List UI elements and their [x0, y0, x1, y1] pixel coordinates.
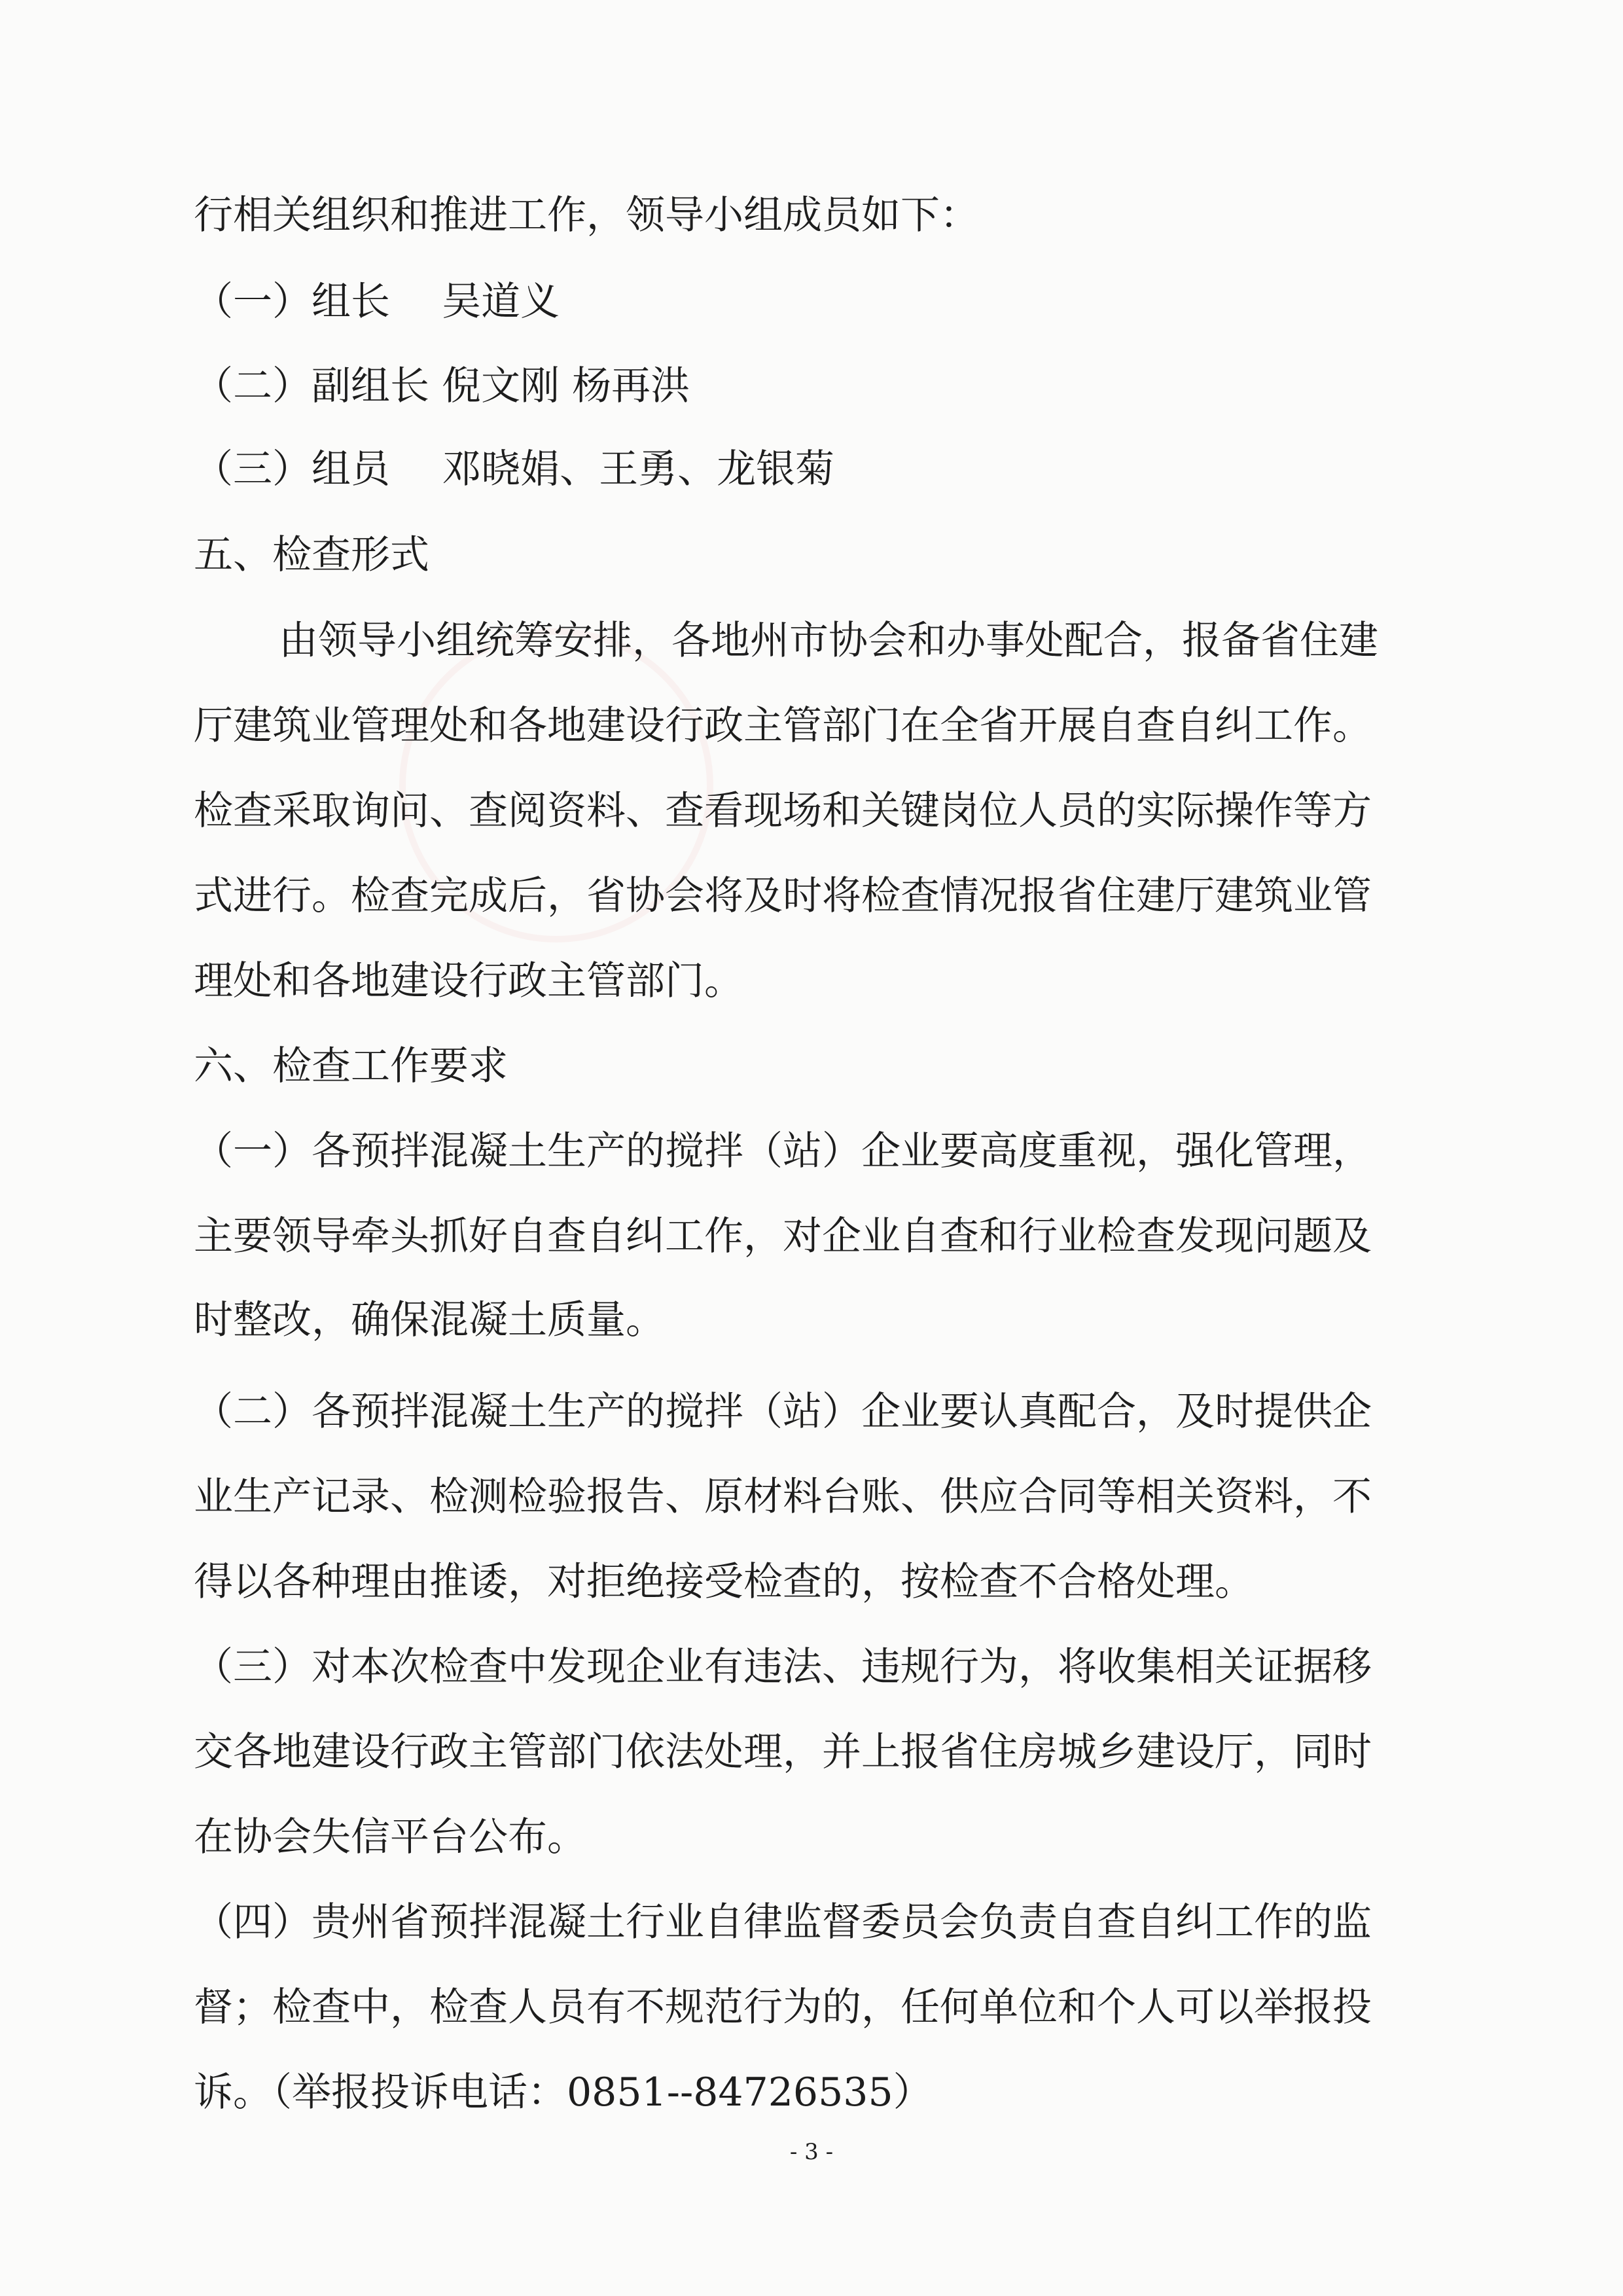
text-line: （四）贵州省预拌混凝土行业自律监督委员会负责自查自纠工作的监: [194, 1899, 1372, 1945]
text-line: 时整改，确保混凝土质量。: [194, 1297, 665, 1343]
text-line: 主要领导牵头抓好自查自纠工作，对企业自查和行业检查发现问题及: [194, 1213, 1372, 1259]
text-line: 检查采取询问、查阅资料、查看现场和关键岗位人员的实际操作等方: [194, 788, 1372, 834]
text-line: 业生产记录、检测检验报告、原材料台账、供应合同等相关资料，不: [194, 1474, 1372, 1520]
section-heading: 五、检查形式: [194, 532, 429, 578]
section-heading: 六、检查工作要求: [194, 1043, 508, 1089]
text-line: （三）组员 邓晓娟、王勇、龙银菊: [194, 446, 835, 492]
text-line: 理处和各地建设行政主管部门。: [194, 958, 743, 1004]
text-line: （一）组长 吴道义: [194, 279, 560, 325]
text-line: 厅建筑业管理处和各地建设行政主管部门在全省开展自查自纠工作。: [194, 703, 1372, 749]
text-line: 式进行。检查完成后，省协会将及时将检查情况报省住建厅建筑业管: [194, 873, 1372, 919]
text-line: 诉。（举报投诉电话：0851--84726535）: [194, 2070, 933, 2115]
text-line: 在协会失信平台公布。: [194, 1814, 586, 1860]
page-number: - 3 -: [789, 2139, 834, 2165]
text-line: （二）副组长 倪文刚 杨再洪: [194, 363, 690, 409]
text-line: 督；检查中，检查人员有不规范行为的，任何单位和个人可以举报投: [194, 1984, 1372, 2030]
text-line: （三）对本次检查中发现企业有违法、违规行为，将收集相关证据移: [194, 1644, 1372, 1690]
text-line: （二）各预拌混凝土生产的搅拌（站）企业要认真配合，及时提供企: [194, 1389, 1372, 1435]
text-line: 行相关组织和推进工作，领导小组成员如下：: [194, 192, 979, 238]
text-line: 交各地建设行政主管部门依法处理，并上报省住房城乡建设厅，同时: [194, 1729, 1372, 1775]
text-line: 得以各种理由推诿，对拒绝接受检查的，按检查不合格处理。: [194, 1559, 1254, 1605]
text-line: 由领导小组统筹安排，各地州市协会和办事处配合，报备省住建: [240, 618, 1378, 664]
text-line: （一）各预拌混凝土生产的搅拌（站）企业要高度重视，强化管理，: [194, 1128, 1372, 1174]
